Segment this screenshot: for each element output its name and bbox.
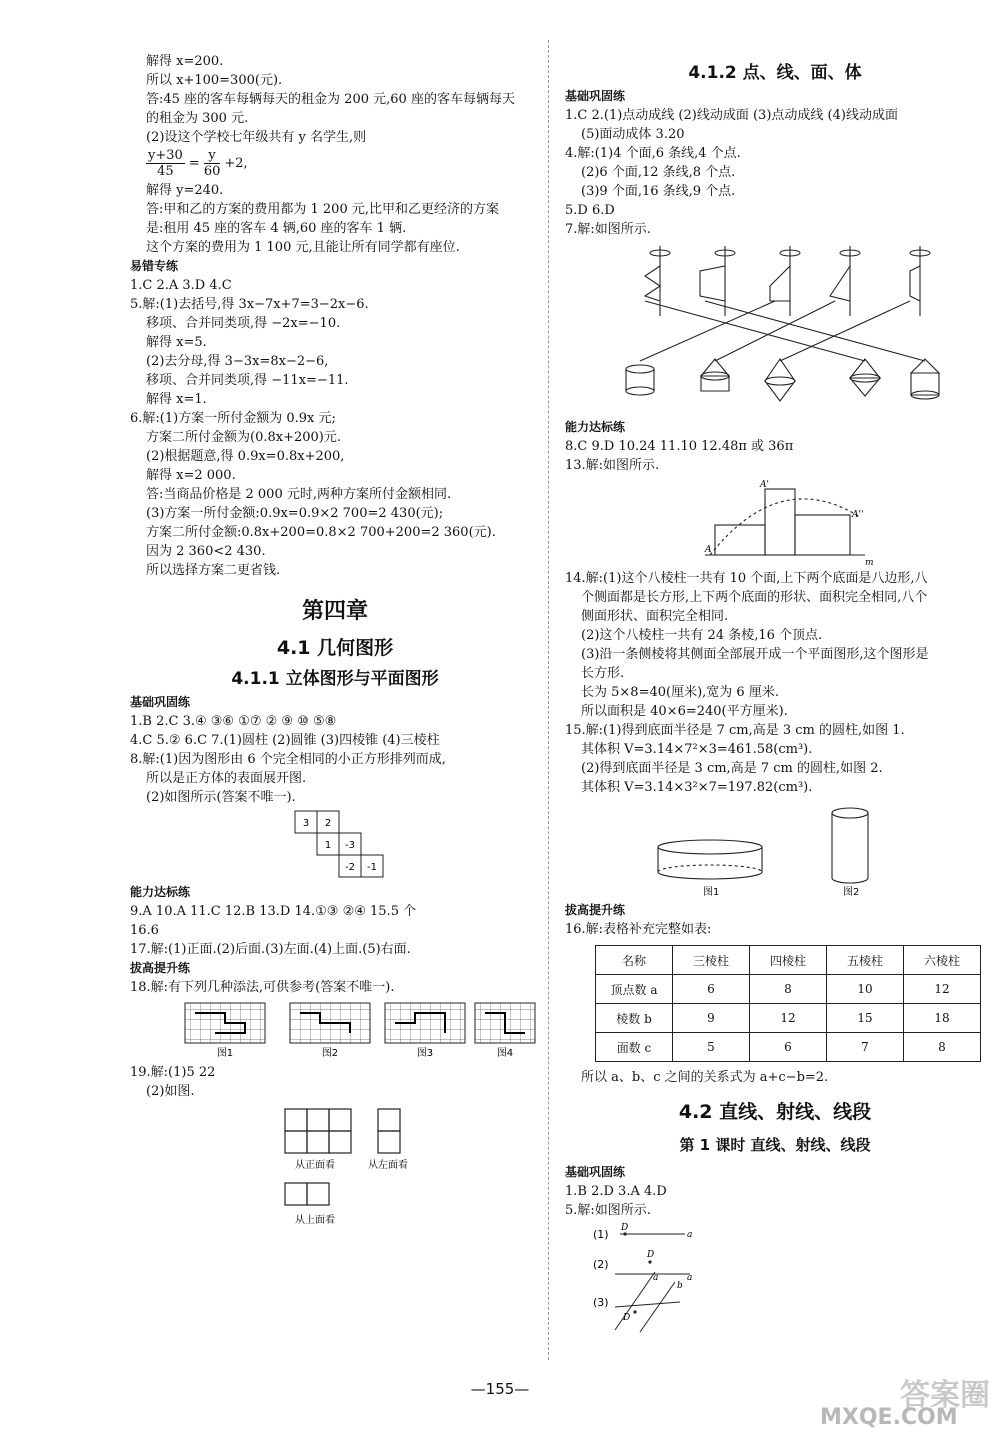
table-row — [596, 1004, 981, 1033]
item-label: (2) — [593, 1258, 609, 1271]
table-cell: 5 — [673, 1033, 750, 1062]
text-line: 13.解:如图所示. — [565, 458, 660, 473]
cube-net-figure — [130, 809, 530, 881]
text-line: 解得 x=2 000. — [146, 468, 236, 483]
item-label: (3) — [593, 1296, 609, 1309]
text-line: 答:45 座的客车每辆每天的租金为 200 元,60 座的客车每辆每天 — [146, 92, 515, 107]
text-line: 1.C 2.A 3.D 4.C — [130, 278, 232, 293]
line-label: b — [677, 1281, 683, 1291]
table-cell: 10 — [827, 975, 904, 1004]
table-row — [596, 946, 981, 975]
text-line: 方案二所付金额为(0.8x+200)元. — [146, 430, 341, 445]
rotation-arc-figure — [565, 477, 975, 567]
section-heading: 拔高提升练 — [130, 961, 191, 975]
text-line: 4.解:(1)4 个面,6 条线,4 个点. — [565, 146, 741, 161]
text-line: 6.解:(1)方案一所付金额为 0.9x 元; — [130, 411, 336, 426]
grid-figures — [130, 999, 540, 1061]
text-line: (3)方案一所付金额:0.9x=0.9×2 700=2 430(元); — [146, 506, 444, 521]
column-divider — [548, 40, 549, 1360]
table-cell: 四棱柱 — [750, 946, 827, 975]
text-line: 其体积 V=3.14×7²×3=461.58(cm³). — [581, 742, 813, 757]
net-label: -1 — [367, 862, 377, 873]
figure-caption: 图3 — [416, 1048, 434, 1059]
item-label: (1) — [593, 1228, 609, 1241]
text-line: 因为 2 360<2 430. — [146, 544, 266, 559]
table-row — [596, 1033, 981, 1062]
watermark-logo: 答案圈 — [900, 1378, 990, 1413]
text-line: 解得 y=240. — [146, 183, 224, 198]
text-line: 的租金为 300 元. — [146, 111, 249, 126]
text-line: 是:租用 45 座的客车 4 辆,60 座的客车 1 辆. — [146, 221, 407, 236]
text-line: 移项、合并同类项,得 −2x=−10. — [146, 316, 341, 331]
text-line: 16.解:表格补充完整如表: — [565, 922, 712, 937]
rotation-matching-figure — [565, 241, 975, 416]
point-label: D — [647, 1250, 655, 1260]
figure-caption: 图2 — [843, 887, 860, 898]
text-line: (2)这个八棱柱一共有 24 条棱,16 个顶点. — [581, 628, 823, 643]
table-cell: 7 — [827, 1033, 904, 1062]
subsection-title: 4.1.1 立体图形与平面图形 — [231, 669, 439, 689]
section-title: 4.2 直线、射线、线段 — [678, 1101, 872, 1123]
table-cell: 棱数 b — [596, 1004, 673, 1033]
text-line: 19.解:(1)5 22 — [130, 1065, 216, 1080]
text-line: 1.B 2.D 3.A 4.D — [565, 1184, 667, 1199]
net-label: -2 — [345, 862, 355, 873]
figure-caption: 从正面看 — [295, 1160, 335, 1171]
net-label: -3 — [345, 840, 355, 851]
text-line: 5.解:如图所示. — [565, 1203, 651, 1218]
section-heading: 基础巩固练 — [130, 695, 191, 709]
fraction-equation: $\frac{y+30}{45}$ = $\frac{y}{60}$ +2, — [148, 148, 248, 179]
text-line: 这个方案的费用为 1 100 元,且能让所有同学都有座位. — [146, 240, 460, 255]
section-heading: 基础巩固练 — [565, 89, 626, 103]
net-label: 2 — [324, 818, 332, 829]
table-cell: 18 — [904, 1004, 981, 1033]
text-line: (2)得到底面半径是 3 cm,高是 7 cm 的圆柱,如图 2. — [581, 761, 883, 776]
text-line: 长方形. — [581, 666, 625, 681]
text-line: 移项、合并同类项,得 −11x=−11. — [146, 373, 349, 388]
text-line: 答:当商品价格是 2 000 元时,两种方案所付金额相同. — [146, 487, 452, 502]
text-line: 解得 x=1. — [146, 392, 207, 407]
table-cell: 六棱柱 — [904, 946, 981, 975]
text-line: 18.解:有下列几种添法,可供参考(答案不唯一). — [130, 980, 395, 995]
table-cell: 五棱柱 — [827, 946, 904, 975]
figure-caption: 图1 — [216, 1048, 234, 1059]
text-line: (3)沿一条侧棱将其侧面全部展开成一个平面图形,这个图形是 — [581, 647, 929, 662]
text-line: 1.B 2.C 3.④ ③⑥ ①⑦ ② ⑨ ⑩ ⑤⑧ — [130, 714, 337, 729]
figure-caption: 图1 — [703, 887, 720, 898]
table-cell: 6 — [673, 975, 750, 1004]
fraction: $\frac{y}{60}$ — [203, 148, 221, 179]
text-line: (2)去分母,得 3−3x=8x−2−6, — [146, 354, 329, 369]
text-line: 解得 x=5. — [146, 335, 207, 350]
line-label: a — [687, 1230, 693, 1240]
left-column — [130, 52, 540, 1235]
section-heading: 能力达标练 — [130, 885, 191, 899]
table-cell: 6 — [750, 1033, 827, 1062]
text-line: 4.C 5.② 6.C 7.(1)圆柱 (2)圆锥 (3)四棱锥 (4)三棱柱 — [130, 733, 440, 748]
text-line: 所以 a、b、c 之间的关系式为 a+c−b=2. — [581, 1070, 829, 1085]
text-line: 8.解:(1)因为图形由 6 个完全相同的小正方形排列而成, — [130, 752, 446, 767]
text-line: (2)设这个学校七年级共有 y 名学生,则 — [146, 130, 367, 145]
text-line: 7.解:如图所示. — [565, 222, 651, 237]
table-cell: 8 — [904, 1033, 981, 1062]
net-label: 3 — [302, 818, 310, 829]
line-label: a — [687, 1273, 693, 1283]
section-heading: 易错专练 — [130, 259, 179, 273]
text-line: (2)如图所示(答案不唯一). — [146, 790, 296, 805]
text-line: 16.6 — [130, 923, 159, 938]
text-line: 其体积 V=3.14×3²×7=197.82(cm³). — [581, 780, 813, 795]
text-line: 解得 x=200. — [146, 54, 224, 69]
point-label: A'' — [852, 510, 864, 520]
table-cell: 12 — [904, 975, 981, 1004]
text-line: (5)面动成体 3.20 — [581, 127, 685, 142]
text-line: 长为 5×8=40(厘米),宽为 6 厘米. — [581, 685, 779, 700]
table-cell: 15 — [827, 1004, 904, 1033]
net-label: 1 — [324, 840, 332, 851]
text-line: 答:甲和乙的方案的费用都为 1 200 元,比甲和乙更经济的方案 — [146, 202, 499, 217]
text-line: 5.解:(1)去括号,得 3x−7x+7=3−2x−6. — [130, 297, 369, 312]
section-title: 4.1 几何图形 — [276, 637, 394, 659]
text-line: 个侧面都是长方形,上下两个底面的形状、面积完全相同,八个 — [581, 590, 928, 605]
lesson-title: 第 1 课时 直线、射线、线段 — [679, 1136, 871, 1154]
text-line: (3)9 个面,16 条线,9 个点. — [581, 184, 736, 199]
section-heading: 基础巩固练 — [565, 1165, 626, 1179]
point-label: A' — [760, 480, 769, 490]
fraction: $\frac{y+30}{45}$ — [148, 148, 183, 179]
section-heading: 能力达标练 — [565, 420, 626, 434]
section-heading: 拔高提升练 — [565, 903, 626, 917]
figure-caption: 从上面看 — [295, 1215, 335, 1226]
subsection-title: 4.1.2 点、线、面、体 — [688, 63, 862, 83]
figure-caption: 图2 — [321, 1048, 339, 1059]
line-label: a — [653, 1273, 659, 1283]
text-line: 17.解:(1)正面.(2)后面.(3)左面.(4)上面.(5)右面. — [130, 942, 411, 957]
point-label: A — [705, 545, 712, 555]
lines-figure — [565, 1222, 975, 1342]
table-cell: 名称 — [596, 946, 673, 975]
point-label: D — [621, 1223, 629, 1233]
text-line: 所以 x+100=300(元). — [146, 73, 283, 88]
text-line: 侧面形状、面积完全相同. — [581, 609, 729, 624]
cylinders-figure — [565, 799, 975, 899]
text-line: 9.A 10.A 11.C 12.B 13.D 14.①③ ②④ 15.5 个 — [130, 904, 417, 919]
page-number: —155— — [470, 1380, 530, 1398]
right-column — [565, 52, 985, 1344]
table-cell: 12 — [750, 1004, 827, 1033]
point-label: D — [623, 1313, 631, 1323]
text-line: 5.D 6.D — [565, 203, 615, 218]
table-cell: 8 — [750, 975, 827, 1004]
text-line: 14.解:(1)这个八棱柱一共有 10 个面,上下两个底面是八边形,八 — [565, 571, 928, 586]
text-line: (2)6 个面,12 条线,8 个点. — [581, 165, 736, 180]
chapter-title: 第四章 — [301, 599, 368, 624]
text-line: 8.C 9.D 10.24 11.10 12.48π 或 36π — [565, 439, 794, 454]
figure-caption: 从左面看 — [368, 1160, 408, 1171]
text-line: 所以面积是 40×6=240(平方厘米). — [581, 704, 788, 719]
text-line: (2)如图. — [146, 1084, 195, 1099]
text-line: 所以是正方体的表面展开图. — [146, 771, 307, 786]
figure-caption: 图4 — [496, 1048, 514, 1059]
table-cell: 三棱柱 — [673, 946, 750, 975]
prism-table — [595, 945, 981, 1062]
table-cell: 面数 c — [596, 1033, 673, 1062]
point-label: m — [865, 558, 874, 567]
table-cell: 9 — [673, 1004, 750, 1033]
text-line: 1.C 2.(1)点动成线 (2)线动成面 (3)点动成线 (4)线动成面 — [565, 108, 898, 123]
text-line: 方案二所付金额:0.8x+200=0.8×2 700+200=2 360(元). — [146, 525, 496, 540]
text-line: 所以选择方案二更省钱. — [146, 563, 281, 578]
text-line: (2)根据题意,得 0.9x=0.8x+200, — [146, 449, 345, 464]
watermark-text: MXQE.COM — [820, 1405, 958, 1430]
three-views-figure — [130, 1103, 540, 1233]
table-cell: 顶点数 a — [596, 975, 673, 1004]
text-line: 15.解:(1)得到底面半径是 7 cm,高是 3 cm 的圆柱,如图 1. — [565, 723, 905, 738]
table-row — [596, 975, 981, 1004]
